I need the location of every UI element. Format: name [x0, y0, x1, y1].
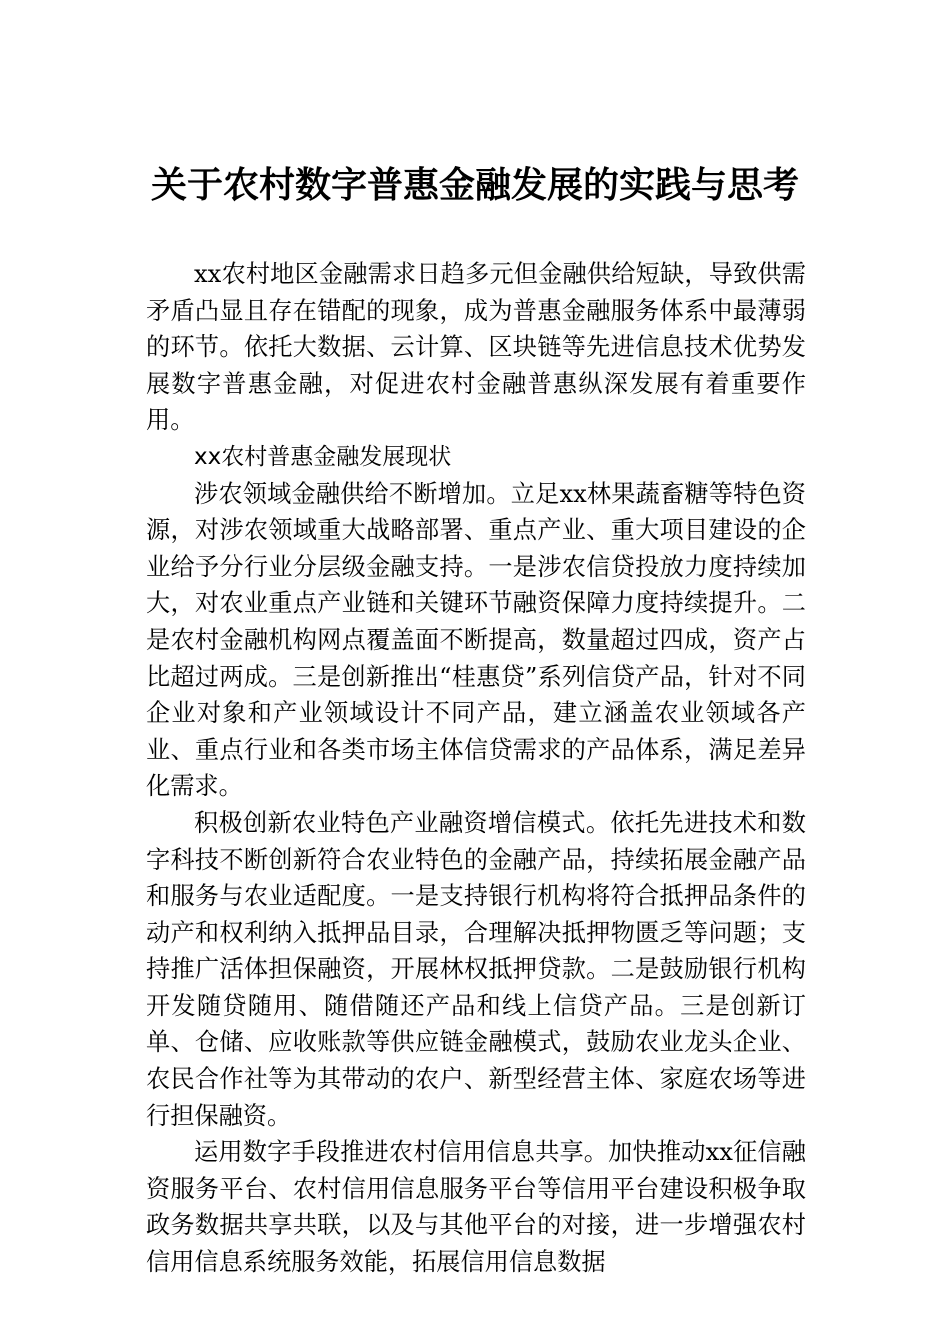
section-heading: xx农村普惠金融发展现状 [194, 443, 452, 470]
document-body [146, 256, 806, 1281]
body-paragraph: 积极创新农业特色产业融资增信模式。依托先进技术和数字科技不断创新符合农业特色的金融产品，持续拓展金融产品和服务与农业适配度。一是支持银行机构将符合抵押品条件的动产和权利纳入抵押品目录，合理解决抵押物匮乏等问题；支持推广活体担保融资，开展林权抵押贷款。二是鼓励银行机构开发随贷随用、随借随还产品和线上信贷产品。三是创新订单、仓储、应收账款等供应链金融模式，鼓励农业龙头企业、农民合作社等为其带动的农户、新型经营主体、家庭农场等进行担保融资。 [146, 808, 806, 1130]
document-title: 关于农村数字普惠金融发展的实践与思考 [150, 164, 799, 206]
intro-paragraph: xx农村地区金融需求日趋多元但金融供给短缺，导致供需矛盾凸显且存在错配的现象，成为普惠金融服务体系中最薄弱的环节。依托大数据、云计算、区块链等先进信息技术优势发展数字普惠金融，对促进农村金融普惠纵深发展有着重要作用。 [146, 260, 806, 435]
body-paragraph: 涉农领域金融供给不断增加。立足xx林果蔬畜糖等特色资源，对涉农领域重大战略部署、重点产业、重大项目建设的企业给予分行业分层级金融支持。一是涉农信贷投放力度持续加大，对农业重点产业链和关键环节融资保障力度持续提升。二是农村金融机构网点覆盖面不断提高，数量超过四成，资产占比超过两成。三是创新推出“桂惠贷”系列信贷产品，针对不同企业对象和产业领域设计不同产品，建立涵盖农业领域各产业、重点行业和各类市场主体信贷需求的产品体系，满足差异化需求。 [146, 479, 806, 801]
body-paragraph: 运用数字手段推进农村信用信息共享。加快推动xx征信融资服务平台、农村信用信息服务平台等信用平台建设积极争取政务数据共享共联，以及与其他平台的对接，进一步增强农村信用信息系统服务效能，拓展信用信息数据 [146, 1138, 806, 1277]
